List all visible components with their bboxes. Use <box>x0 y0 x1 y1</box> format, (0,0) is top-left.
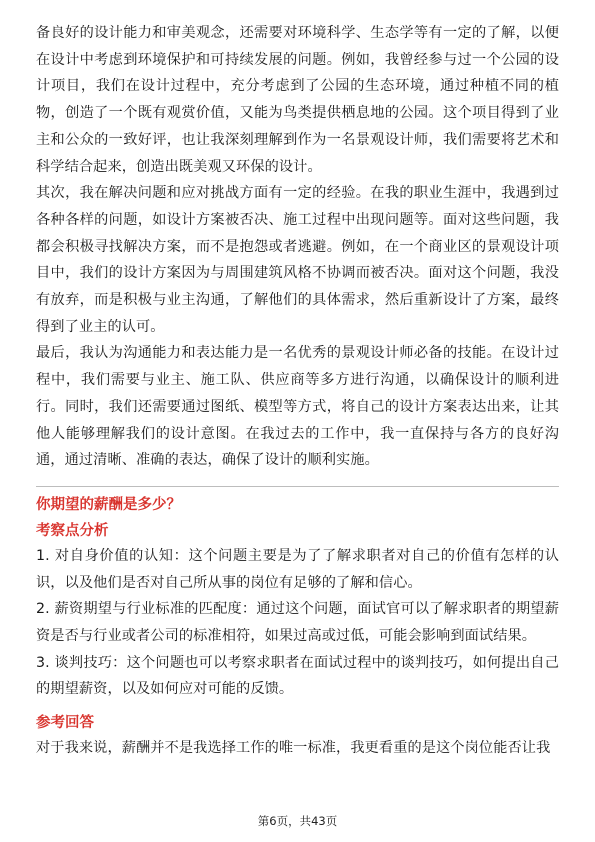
body-paragraph-3: 最后，我认为沟通能力和表达能力是一名优秀的景观设计师必备的技能。在设计过程中，我们需要与业主、施工队、供应商等多方进行沟通，以确保设计的顺利进行。同时，我们还需要通过图纸、模型等方式，将自己的设计方案表达出来，让其他人能够理解我们的设计意图。在我过去的工作中，我一直保持与各方的良好沟通，通过清晰、准确的表达，确保了设计的顺利实施。 <box>36 345 559 469</box>
analysis-heading: 考察点分析 <box>36 522 109 539</box>
question-title: 你期望的薪酬是多少？ <box>36 496 181 513</box>
page-number: 第6页，共43页 <box>257 814 338 828</box>
section-divider <box>36 486 559 487</box>
answer-heading: 参考回答 <box>36 715 94 732</box>
analysis-point-1: 1. 对自身价值的认知：这个问题主要是为了了解求职者对自己的价值有怎样的认识，以及他们是否对自己所从事的岗位有足够的了解和信心。 <box>36 547 559 591</box>
analysis-point-2: 2. 薪资期望与行业标准的匹配度：通过这个问题，面试官可以了解求职者的期望薪资是否与行业或者公司的标准相符，如果过高或过低，可能会影响到面试结果。 <box>36 601 559 645</box>
analysis-point-3: 3. 谈判技巧：这个问题也可以考察求职者在面试过程中的谈判技巧，如何提出自己的期望薪资，以及如何应对可能的反馈。 <box>36 654 559 698</box>
body-paragraph-2: 其次，我在解决问题和应对挑战方面有一定的经验。在我的职业生涯中，我遇到过各种各样的问题，如设计方案被否决、施工过程中出现问题等。面对这些问题，我都会积极寻找解决方案，而不是抱怨或者逃避。例如，在一个商业区的景观设计项目中，我们的设计方案因为与周围建筑风格不协调而被否决。面对这个问题，我没有放弃，而是积极与业主沟通，了解他们的具体需求，然后重新设计了方案，最终得到了业主的认可。 <box>36 185 559 335</box>
body-paragraph-1: 备良好的设计能力和审美观念，还需要对环境科学、生态学等有一定的了解，以便在设计中考虑到环境保护和可持续发展的问题。例如，我曾经参与过一个公园的设计项目，我们在设计过程中，充分考虑到了公园的生态环境，通过种植不同的植物，创造了一个既有观赏价值，又能为鸟类提供栖息地的公园。这个项目得到了业主和公众的一致好评，也让我深刻理解到作为一名景观设计师，我们需要将艺术和科学结合起来，创造出既美观又环保的设计。 <box>36 25 559 175</box>
page-content <box>36 20 559 762</box>
answer-text: 对于我来说，薪酬并不是我选择工作的唯一标准，我更看重的是这个岗位能否让我 <box>36 740 551 757</box>
